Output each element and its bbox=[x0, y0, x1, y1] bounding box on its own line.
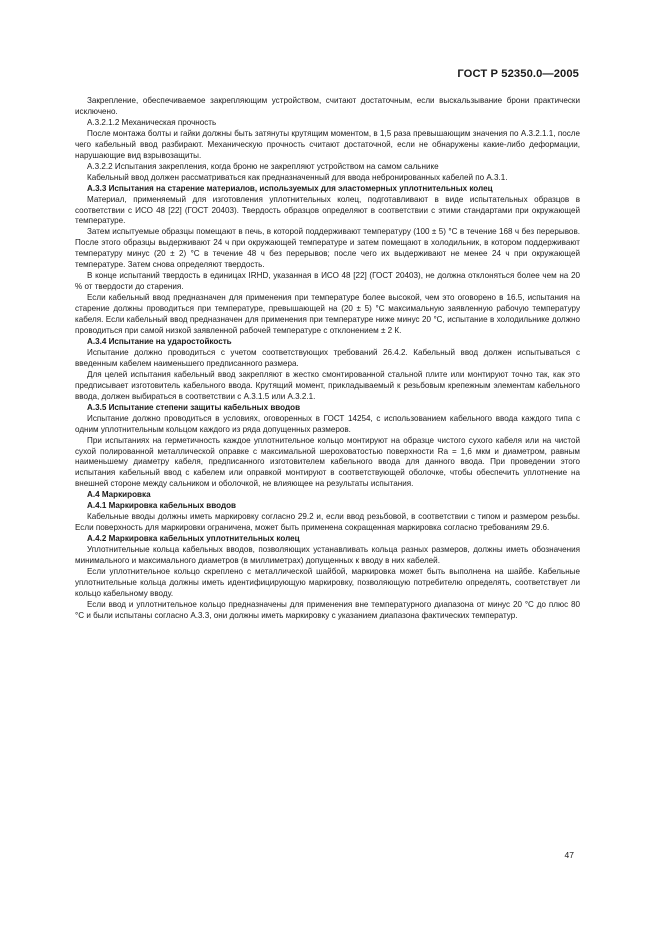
document-body bbox=[75, 96, 580, 622]
body-paragraph: Закрепление, обеспечиваемое закрепляющим устройством, считают достаточным, если выскальзывание брони практически исключено. bbox=[75, 96, 580, 116]
body-paragraph: Уплотнительные кольца кабельных вводов, позволяющих устанавливать кольца разных размеров, должны иметь обозначения минимального и максимального диаметров (в миллиметрах) допущенных к вводу в них кабелей. bbox=[75, 545, 580, 566]
page-number: 47 bbox=[564, 850, 574, 860]
document-header-code: ГОСТ Р 52350.0—2005 bbox=[457, 68, 579, 80]
section-heading: А.3.4 Испытание на ударостойкость bbox=[87, 336, 232, 346]
body-paragraph: Если ввод и уплотнительное кольцо предназначены для применения вне температурного диапазона от минус 20 °С до плюс 80 °С и были испытаны согласно А.3.3, они должны иметь маркировку с указанием диапазона фактических температур. bbox=[75, 599, 580, 620]
body-paragraph: Испытание должно проводиться в условиях, оговоренных в ГОСТ 14254, с использованием кабельного ввода каждого типа с одним уплотнительным кольцом каждого из ряда допущенных размеров. bbox=[75, 413, 580, 434]
section-heading: А.4 Маркировка bbox=[87, 490, 151, 500]
body-paragraph: Если уплотнительное кольцо скреплено с металлической шайбой, маркировка может быть выполнена на шайбе. Кабельные уплотнительные кольца должны иметь идентифицирующую маркировку, позволяющую потребителю определять, соответствует ли кольцо кабельному вводу. bbox=[75, 566, 580, 598]
body-paragraph: Испытание должно проводиться с учетом соответствующих требований 26.4.2. Кабельный ввод должен испытываться с введенным кабелем наименьшего предписанного размера. bbox=[75, 347, 580, 368]
body-paragraph: Кабельные вводы должны иметь маркировку согласно 29.2 и, если ввод резьбовой, в соответствии с типом и размером резьбы. Если поверхность для маркировки ограничена, может быть применена сокращенная маркировка согласно требованиям 29.6. bbox=[75, 512, 580, 533]
section-heading: А.4.1 Маркировка кабельных вводов bbox=[87, 501, 237, 511]
body-paragraph: Материал, применяемый для изготовления уплотнительных колец, подготавливают в виде испытательных образцов в соответствии с ИСО 48 [22] (ГОСТ 20403). Твердость образцов определяют в соответствии с этими стандартами при окружающей температуре. bbox=[75, 194, 580, 226]
body-paragraph: Если кабельный ввод предназначен для применения при температуре более высокой, чем это оговорено в 16.5, испытания на старение должны проводиться при температуре, превышающей на (20 ± 5) °С максимальную заявленную рабочую температуру кабеля. Если кабельный ввод предназначен для применения при температуре ниже минус 20 °С, испытание в холодильнике должно проводиться при самой низкой заявленной рабочей температуре с отклонением ± 2 К. bbox=[75, 293, 580, 336]
body-paragraph: В конце испытаний твердость в единицах IRHD, указанная в ИСО 48 [22] (ГОСТ 20403), не должна отклоняться более чем на 20 % от твердости до старения. bbox=[75, 271, 580, 292]
body-paragraph: Затем испытуемые образцы помещают в печь, в которой поддерживают температуру (100 ± 5) °С в течение 168 ч без перерывов. После этого образцы выдерживают 24 ч при окружающей температуре и затем помещают в холодильник, в котором поддерживают температуру минус (20 ± 2) °С в течение 48 ч без перерывов; после чего их выдерживают не менее 24 ч при окружающей температуре. Затем снова определяют твердость. bbox=[75, 227, 580, 270]
body-paragraph: При испытаниях на герметичность каждое уплотнительное кольцо монтируют на образце чистого сухого кабеля или на чистой сухой полированной металлической оправке с максимальной шероховатостью поверхности Ra = 1,6 мкм и диаметром, равным наименьшему диаметру кабеля, предписанного изготовителем кабельного ввода для данного ввода. При проведении этого испытания кабельный ввод с кабелем или оправкой монтируют в соответствующей оболочке, чтобы обеспечить уплотнение на внешней стороне между сальником и оболочкой, не влияющее на результаты испытания. bbox=[75, 435, 580, 489]
section-heading: А.3.5 Испытание степени защиты кабельных вводов bbox=[87, 402, 301, 412]
section-heading: А.3.3 Испытания на старение материалов, используемых для эластомерных уплотнительных колец bbox=[87, 183, 493, 193]
body-paragraph: Для целей испытания кабельный ввод закрепляют в жестко смонтированной стальной плите или монтируют точно так, как это предписывает изготовитель кабельного ввода. Крутящий момент, прикладываемый к резьбовым крепежным элементам кабельного ввода, должен выбираться в соответствии с А.3.1.5 или А.3.2.1. bbox=[75, 369, 580, 401]
subsection-title: А.3.2.2 Испытания закрепления, когда броню не закрепляют устройством на самом сальнике bbox=[87, 161, 439, 171]
body-paragraph: После монтажа болты и гайки должны быть затянуты крутящим моментом, в 1,5 раза превышающим значения по А.3.2.1.1, после чего кабельный ввод разбирают. Механическую прочность считают достаточной, если не обнаружены какие-либо деформации, нарушающие вид взрывозащиты. bbox=[75, 128, 580, 160]
section-heading: А.4.2 Маркировка кабельных уплотнительных колец bbox=[87, 534, 300, 544]
body-paragraph: Кабельный ввод должен рассматриваться как предназначенный для ввода небронированных кабелей по А.3.1. bbox=[87, 172, 508, 182]
subsection-title: А.3.2.1.2 Механическая прочность bbox=[87, 117, 217, 127]
